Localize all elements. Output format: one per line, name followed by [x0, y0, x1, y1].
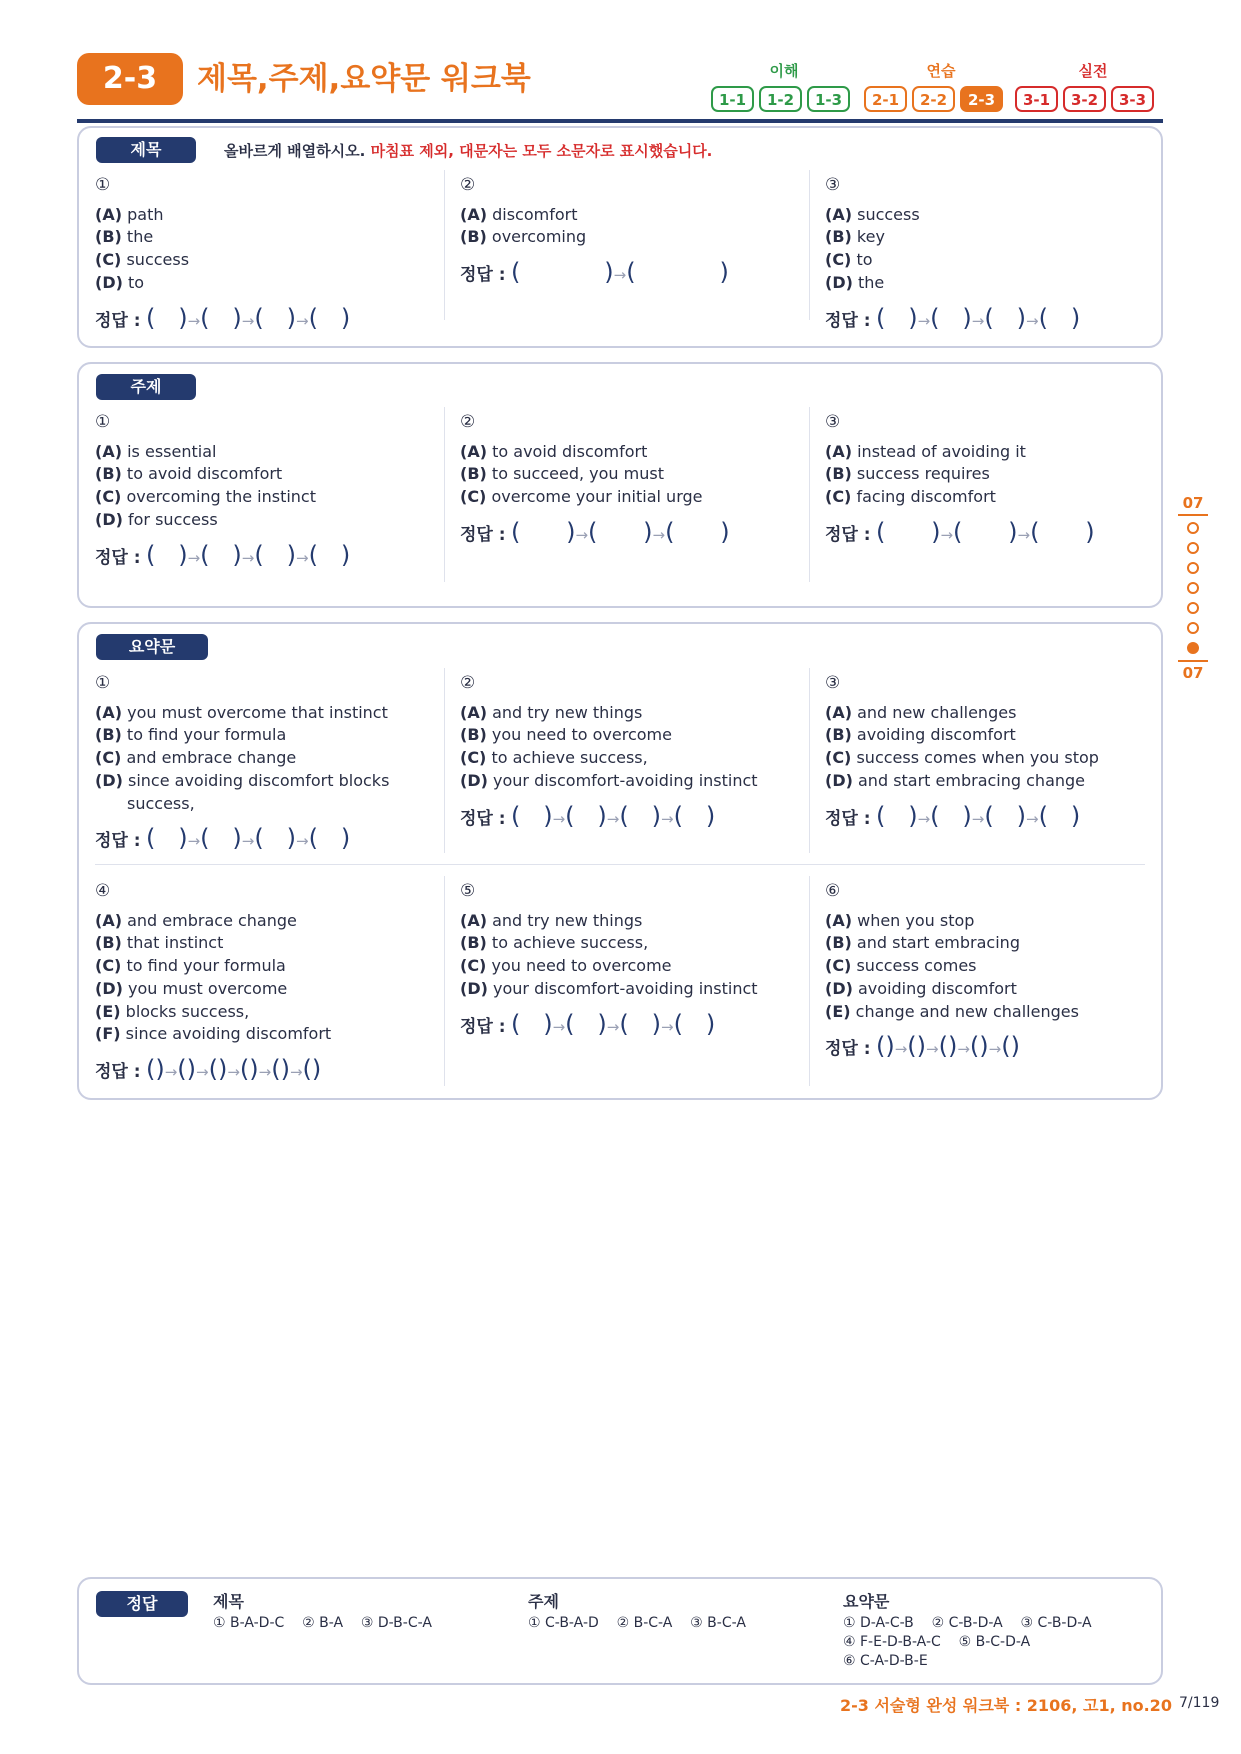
level-tab-1-1[interactable]: 1-1: [711, 86, 754, 112]
option-a: (A) and embrace change: [95, 910, 297, 930]
question-number: ③: [825, 412, 841, 432]
answer-value: ⑤ B-C-D-A: [958, 1634, 1031, 1650]
level-tab-2-1[interactable]: 2-1: [864, 86, 907, 112]
title-section: [77, 126, 1163, 348]
answer-title-head: 제목: [213, 1592, 244, 1611]
answer-value: ③ B-C-A: [690, 1615, 746, 1631]
option-d: (D) for success: [95, 509, 218, 529]
progress-ring[interactable]: [1187, 562, 1199, 574]
answer-value: ③ D-B-C-A: [360, 1615, 432, 1631]
option-e: (E) blocks success,: [95, 1001, 250, 1021]
answer-value: ③ C-B-D-A: [1020, 1615, 1092, 1631]
answer-blanks[interactable]: 정답 : ( )→( ): [460, 258, 729, 287]
group-label-real: 실전: [1078, 62, 1108, 80]
answer-value: ② B-C-A: [616, 1615, 673, 1631]
option-a: (A) you must overcome that instinct: [95, 702, 388, 722]
answer-topic-head: 주제: [528, 1592, 559, 1611]
answer-title-group: [213, 1589, 432, 1633]
side-page-number-top: 07: [1178, 494, 1208, 516]
option-c: (C) to find your formula: [95, 956, 286, 976]
option-c: (C) overcoming the instinct: [95, 487, 316, 507]
option-c: (C) success comes: [825, 956, 977, 976]
level-tab-3-1[interactable]: 3-1: [1015, 86, 1058, 112]
progress-rings: [1187, 522, 1208, 654]
option-b: (B) success requires: [825, 464, 990, 484]
level-tab-1-3[interactable]: 1-3: [807, 86, 850, 112]
group-label-understand: 이해: [769, 62, 799, 80]
option-b: (B) to find your formula: [95, 725, 287, 745]
progress-ring[interactable]: [1187, 622, 1199, 634]
option-d: (D) the: [825, 272, 885, 292]
option-c: (C) you need to overcome: [460, 956, 672, 976]
level-tab-2-3-active[interactable]: 2-3: [960, 86, 1003, 112]
question-number: ①: [95, 412, 111, 432]
page-title: 제목,주제,요약문 워크북: [197, 61, 531, 97]
option-a: (A) to avoid discomfort: [460, 441, 648, 461]
option-a: (A) is essential: [95, 441, 217, 461]
side-page-number-bottom: 07: [1178, 660, 1208, 682]
answer-blanks[interactable]: 정답 : ( )→( )→( )→( ): [95, 824, 351, 853]
option-b: (B) overcoming: [460, 227, 587, 247]
answer-blanks[interactable]: 정답 : ()→()→()→()→()→(): [95, 1054, 322, 1083]
lesson-badge: 2-3: [77, 53, 183, 105]
instruction-plain: 올바르게 배열하시오.: [224, 142, 366, 160]
option-b: (B) key: [825, 227, 885, 247]
option-a: (A) path: [95, 204, 164, 224]
option-a: (A) discomfort: [460, 204, 578, 224]
option-d: (D) since avoiding discomfort blocks: [95, 770, 390, 790]
answer-blanks[interactable]: 정답 : ( )→( )→( )→( ): [460, 1009, 716, 1038]
topic-section: [77, 362, 1163, 608]
question-number: ①: [95, 673, 111, 693]
option-a: (A) and try new things: [460, 702, 643, 722]
option-d: (D) your discomfort-avoiding instinct: [460, 978, 758, 998]
instruction-note: 마침표 제외, 대문자는 모두 소문자로 표시했습니다.: [370, 142, 713, 160]
option-c: (C) to achieve success,: [460, 748, 648, 768]
option-b: (B) that instinct: [95, 933, 224, 953]
answer-blanks[interactable]: 정답 : ( )→( )→( )→( ): [95, 540, 351, 569]
answer-blanks[interactable]: 정답 : ( )→( )→( ): [825, 517, 1095, 546]
option-c: (C) facing discomfort: [825, 487, 996, 507]
option-c: (C) and embrace change: [95, 748, 297, 768]
option-d: (D) to: [95, 272, 145, 292]
question-summary-1: [95, 672, 435, 853]
answer-blanks[interactable]: 정답 : ( )→( )→( )→( ): [95, 303, 351, 332]
option-a: (A) when you stop: [825, 910, 975, 930]
answer-blanks[interactable]: 정답 : ( )→( )→( )→( ): [825, 801, 1081, 830]
level-tab-3-2[interactable]: 3-2: [1063, 86, 1106, 112]
option-e: (E) change and new challenges: [825, 1001, 1079, 1021]
section-label-topic: 주제: [96, 374, 196, 400]
progress-ring[interactable]: [1187, 542, 1199, 554]
option-b: (B) avoiding discomfort: [825, 725, 1016, 745]
page-number: 7/119: [1179, 1695, 1220, 1711]
option-d-continued: success,: [127, 793, 195, 813]
summary-section: [77, 622, 1163, 1100]
option-a: (A) success: [825, 204, 920, 224]
answer-value: ① D-A-C-B: [843, 1615, 914, 1631]
option-b: (B) the: [95, 227, 154, 247]
section-label-summary: 요약문: [96, 634, 208, 660]
question-topic-1: [95, 411, 425, 569]
answer-summary-group: [843, 1589, 1092, 1671]
answer-value: ② C-B-D-A: [931, 1615, 1003, 1631]
option-d: (D) you must overcome: [95, 978, 288, 998]
progress-ring[interactable]: [1187, 602, 1199, 614]
side-progress-nav: [1178, 494, 1208, 682]
answer-blanks[interactable]: 정답 : ( )→( )→( )→( ): [825, 303, 1081, 332]
option-d: (D) and start embracing change: [825, 770, 1086, 790]
question-title-1: [95, 174, 415, 332]
answer-blanks[interactable]: 정답 : ( )→( )→( )→( ): [460, 801, 716, 830]
option-b: (B) to avoid discomfort: [95, 464, 283, 484]
question-summary-3: [825, 672, 1165, 830]
option-c: (C) overcome your initial urge: [460, 487, 703, 507]
answer-value: ④ F-E-D-B-A-C: [843, 1634, 941, 1650]
question-summary-4: [95, 880, 440, 1084]
level-tab-3-3[interactable]: 3-3: [1111, 86, 1154, 112]
question-topic-2: [460, 411, 790, 547]
question-number: ②: [460, 673, 476, 693]
option-b: (B) you need to overcome: [460, 725, 672, 745]
option-c: (C) success comes when you stop: [825, 748, 1099, 768]
option-a: (A) and try new things: [460, 910, 643, 930]
question-number: ④: [95, 881, 111, 901]
option-c: (C) success: [95, 250, 190, 270]
progress-ring[interactable]: [1187, 522, 1199, 534]
question-number: ③: [825, 175, 841, 195]
option-d: (D) avoiding discomfort: [825, 978, 1017, 998]
header-divider: [77, 119, 1163, 123]
answer-value: ② B-A: [302, 1615, 344, 1631]
answer-value: ⑥ C-A-D-B-E: [843, 1653, 928, 1669]
option-d: (D) your discomfort-avoiding instinct: [460, 770, 758, 790]
question-number: ②: [460, 175, 476, 195]
answer-topic-group: [528, 1589, 746, 1633]
option-b: (B) to succeed, you must: [460, 464, 664, 484]
option-b: (B) and start embracing: [825, 933, 1020, 953]
answer-summary-head: 요약문: [843, 1592, 890, 1611]
answer-value: ① B-A-D-C: [213, 1615, 285, 1631]
answer-value: ① C-B-A-D: [528, 1615, 599, 1631]
question-number: ⑥: [825, 881, 841, 901]
option-c: (C) to: [825, 250, 873, 270]
question-title-3: [825, 174, 1155, 332]
option-a: (A) and new challenges: [825, 702, 1017, 722]
option-f: (F) since avoiding discomfort: [95, 1024, 332, 1044]
option-b: (B) to achieve success,: [460, 933, 649, 953]
level-tab-2-2[interactable]: 2-2: [912, 86, 955, 112]
answer-key-label: 정답: [96, 1591, 188, 1617]
question-summary-2: [460, 672, 800, 830]
answer-blanks[interactable]: 정답 : ( )→( )→( ): [460, 517, 730, 546]
level-tab-1-2[interactable]: 1-2: [759, 86, 802, 112]
question-number: ③: [825, 673, 841, 693]
progress-ring-current[interactable]: [1187, 642, 1199, 654]
question-number: ②: [460, 412, 476, 432]
question-topic-3: [825, 411, 1155, 547]
footer-title: 2-3 서술형 완성 워크북 : 2106, 고1, no.20: [840, 1696, 1172, 1715]
question-title-2: [460, 174, 790, 287]
group-label-practice: 연습: [926, 62, 956, 80]
question-number: ①: [95, 175, 111, 195]
question-summary-5: [460, 880, 800, 1038]
progress-ring[interactable]: [1187, 582, 1199, 594]
answer-blanks[interactable]: 정답 : ()→()→()→()→(): [825, 1032, 1020, 1061]
question-summary-6: [825, 880, 1165, 1061]
answer-key-section: [77, 1577, 1163, 1685]
option-a: (A) instead of avoiding it: [825, 441, 1026, 461]
question-number: ⑤: [460, 881, 476, 901]
instruction: [224, 140, 712, 161]
section-label-title: 제목: [96, 137, 196, 163]
